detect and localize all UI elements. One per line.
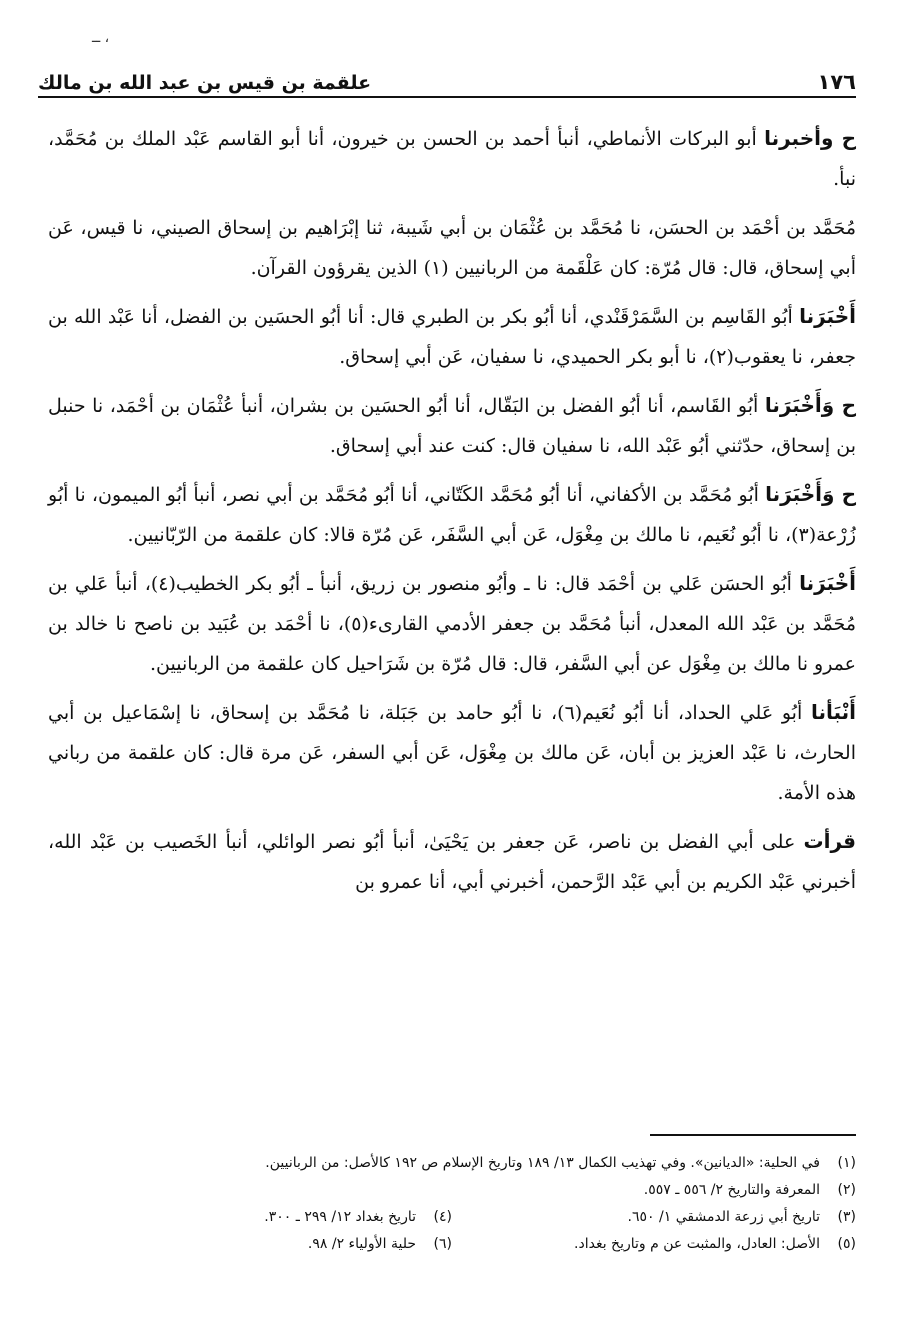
paragraph-lead: قرأت (803, 829, 856, 853)
paragraph-text: أبُو القَاسم، أنا أبُو الفضل بن البَقّال، أنا أبُو الحسَين بن بشران، أنبأ عُثْمَان بن أحْمَد، نا حنبل بن إسحاق، حدّثني أبُو عَبْد الله، نا سفيان قال: كنت عند أبي إسحاق. (48, 395, 856, 457)
footnote-5 (452, 1231, 856, 1258)
footnote-row (48, 1177, 856, 1204)
footnote-1 (48, 1150, 856, 1177)
paragraph (48, 207, 856, 288)
page-number: ١٧٦ (817, 70, 856, 94)
top-margin-mark: ــ ، (92, 30, 110, 46)
paragraph-lead: أَخْبَرَنا (799, 571, 857, 595)
paragraph-text: أبُو مُحَمَّد بن الأكفاني، أنا أبُو مُحَمَّد الكَتّاني، أنا أبُو مُحَمَّد بن أبي نصر، أنبأ أبُو الميمون، نا أبُو زُرْعة(٣)، نا أبُو نُعَيم، نا مالك بن مِغْوَل، عَن أبي السَّفَر، عَن مُرّة قالا: كان علقمة من الرّبّانيين. (48, 484, 856, 546)
paragraph (48, 692, 856, 813)
paragraph (48, 296, 856, 377)
footnotes (48, 1150, 856, 1258)
paragraph-lead: أَنْبَأنا (810, 700, 857, 724)
header-rule (38, 96, 856, 98)
paragraph (48, 563, 856, 684)
running-title: علقمة بن قيس بن عبد الله بن مالك (38, 72, 372, 94)
paragraph-text: على أبي الفضل بن ناصر، عَن جعفر بن يَحْيَىٰ، أنبأ أبُو نصر الوائلي، أنبأ الخَصيب بن عَبْد الله، أخبرني عَبْد الكريم بن أبي عَبْد الرَّحمن، أخبرني أبي، أنا عمرو بن (48, 831, 856, 893)
footnote-4 (48, 1204, 452, 1231)
paragraph (48, 385, 856, 466)
paragraph-text: أبُو الحسَن عَلي بن أحْمَد قال: نا ـ وأبُو منصور بن زريق، أنبأ ـ أبُو بكر الخطيب(٤)، أنبأ عَلي بن مُحَمَّد بن عَبْد الله المعدل، أنبأ مُحَمَّد بن جعفر الأدمي القارىء(٥)، نا أحْمَد بن عُبَيد بن ناصح نا خالد بن عمرو نا مالك بن مِغْوَل عن أبي السَّفر، قال: قال مُرّة بن شَرَاحيل كان علقمة من الربانيين. (48, 573, 856, 675)
paragraph-text: أبُو القَاسِم بن السَّمَرْقَنْدي، أنا أبُو بكر بن الطبري قال: أنا أبُو الحسَين بن الفضل، أنا عَبْد الله بن جعفر، نا يعقوب(٢)، نا أبو بكر الحميدي، نا سفيان، عَن أبي إسحاق. (48, 306, 856, 368)
paragraph-text: أبو البركات الأنماطي، أنبأ أحمد بن الحسن بن خيرون، أنا أبو القاسم عَبْد الملك بن مُحَمَّد، نبأ. (48, 128, 856, 190)
paragraph (48, 118, 856, 199)
footnote-row (48, 1204, 856, 1231)
footnote-number: (٤) (433, 1209, 452, 1225)
footnote-number: (٥) (837, 1236, 856, 1252)
footnote-3 (452, 1204, 856, 1231)
footnote-row (48, 1150, 856, 1177)
paragraph (48, 821, 856, 902)
footnote-text: المعرفة والتاريخ ٢/ ٥٥٦ ـ ٥٥٧. (643, 1182, 820, 1198)
paragraph-text: أبُو عَلي الحداد، أنا أبُو نُعَيم(٦)، نا أبُو حامد بن جَبَلة، نا مُحَمَّد بن إسحاق، نا إسْمَاعيل بن أبي الحارث، نا عَبْد العزيز بن أبان، عَن مالك بن مِغْوَل، عَن أبي السفر، عَن مرة قال: كان علقمة من رباني هذه الأمة. (48, 702, 856, 804)
page-header (38, 60, 856, 94)
paragraph (48, 474, 856, 555)
paragraph-text: مُحَمَّد بن أحْمَد بن الحسَن، نا مُحَمَّد بن عُثْمَان بن أبي شَيبة، ثنا إبْرَاهيم بن إسحاق الصيني، نا قيس، عَن أبي إسحاق، قال: قال مُرّة: كان عَلْقَمة من الربانيين (١) الذين يقرؤون القرآن. (48, 217, 856, 279)
footnote-number: (٢) (837, 1182, 856, 1198)
footnote-rule (650, 1134, 856, 1136)
footnote-text: حلية الأولياء ٢/ ٩٨. (307, 1236, 416, 1252)
footnote-text: في الحلية: «الديانين». وفي تهذيب الكمال ١٣/ ١٨٩ وتاريخ الإسلام ص ١٩٢ كالأصل: من الربانيين. (265, 1155, 820, 1171)
footnote-number: (١) (837, 1155, 856, 1171)
footnote-text: الأصل: العادل، والمثبت عن م وتاريخ بغداد. (574, 1236, 820, 1252)
paragraph-lead: ح وَأَخْبَرَنا (764, 393, 857, 417)
footnote-6 (48, 1231, 452, 1258)
footnote-text: تاريخ بغداد ١٢/ ٢٩٩ ـ ٣٠٠. (264, 1209, 416, 1225)
paragraph-lead: ح وأخبرنا (764, 126, 857, 150)
main-text (48, 118, 856, 910)
footnote-text: تاريخ أبي زرعة الدمشقي ١/ ٦٥٠. (627, 1209, 820, 1225)
footnote-row (48, 1231, 856, 1258)
footnote-2 (48, 1177, 856, 1204)
paragraph-lead: أَخْبَرَنا (799, 304, 856, 328)
paragraph-lead: ح وَأَخْبَرَنا (765, 482, 856, 506)
footnote-number: (٦) (433, 1236, 452, 1252)
footnote-number: (٣) (837, 1209, 856, 1225)
